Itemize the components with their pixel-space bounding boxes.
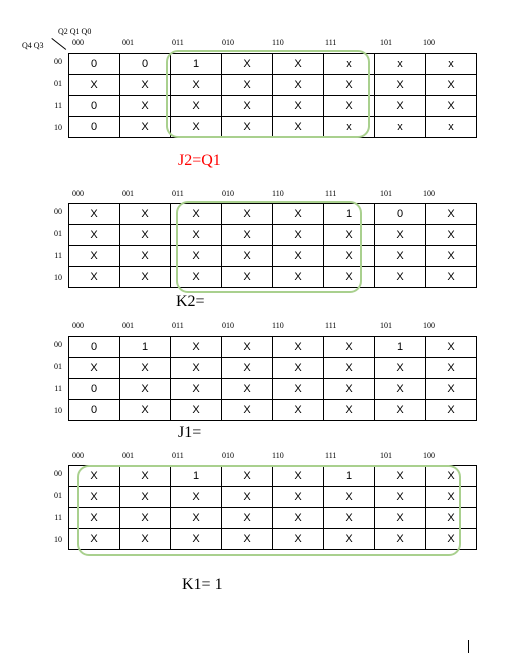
kmap-cell: X	[426, 466, 477, 487]
kmap-cell: 0	[375, 204, 426, 225]
kmap-row	[69, 508, 477, 529]
kmap-cell: X	[222, 508, 273, 529]
kmap-cell: X	[375, 487, 426, 508]
equation-caption: K1= 1	[182, 576, 223, 593]
kmap-cell: X	[222, 529, 273, 550]
kmap-cell: X	[222, 246, 273, 267]
kmap-cell: X	[69, 529, 120, 550]
kmap-grid	[68, 53, 477, 138]
column-header: 000	[72, 451, 84, 460]
column-header: 010	[222, 189, 234, 198]
kmap-cell: X	[426, 337, 477, 358]
kmap-cell: x	[426, 117, 477, 138]
kmap-cell: X	[375, 508, 426, 529]
kmap-grid	[68, 336, 477, 421]
kmap-cell: X	[273, 75, 324, 96]
kmap-cell: X	[273, 529, 324, 550]
column-header: 010	[222, 321, 234, 330]
kmap-cell: X	[69, 487, 120, 508]
kmap-cell: 0	[69, 337, 120, 358]
kmap-cell: X	[426, 529, 477, 550]
kmap-cell: X	[120, 379, 171, 400]
kmap-cell: X	[69, 204, 120, 225]
kmap-cell: X	[120, 487, 171, 508]
kmap-cell: 1	[171, 54, 222, 75]
kmap-cell: X	[69, 267, 120, 288]
kmap-cell: 0	[69, 117, 120, 138]
kmap-cell: X	[273, 54, 324, 75]
kmap-cell: X	[324, 379, 375, 400]
kmap-cell: X	[273, 400, 324, 421]
kmap-cell: X	[120, 267, 171, 288]
kmap-cell: X	[69, 75, 120, 96]
kmap-cell: X	[375, 96, 426, 117]
column-header: 001	[122, 451, 134, 460]
kmap-cell: X	[120, 400, 171, 421]
kmap-row	[69, 117, 477, 138]
column-header: 101	[380, 189, 392, 198]
column-header: 011	[172, 321, 184, 330]
kmap-cell: X	[171, 267, 222, 288]
kmap-cell: X	[120, 96, 171, 117]
kmap-cell: 1	[120, 337, 171, 358]
kmap-cell: 1	[324, 466, 375, 487]
page-edge-mark	[468, 640, 469, 653]
row-variables-label: Q4 Q3	[22, 41, 44, 50]
column-header: 110	[272, 451, 284, 460]
kmap-cell: X	[222, 225, 273, 246]
kmap-cell: X	[426, 400, 477, 421]
row-header: 10	[54, 535, 62, 544]
kmap-cell: 0	[120, 54, 171, 75]
kmap-cell: X	[375, 75, 426, 96]
kmap-cell: X	[273, 487, 324, 508]
column-header: 001	[122, 38, 134, 47]
kmap-grid	[68, 465, 477, 550]
row-header: 00	[54, 207, 62, 216]
kmap-cell: 0	[69, 379, 120, 400]
kmap-cell: X	[324, 487, 375, 508]
kmap-cell: X	[171, 204, 222, 225]
kmap-cell: X	[324, 529, 375, 550]
row-header: 11	[54, 251, 62, 260]
kmap-cell: X	[120, 204, 171, 225]
kmap-cell: x	[324, 54, 375, 75]
row-header: 11	[54, 384, 62, 393]
kmap-cell: X	[222, 400, 273, 421]
kmap-cell: X	[171, 225, 222, 246]
column-header: 000	[72, 189, 84, 198]
kmap-grid	[68, 203, 477, 288]
equation-caption: J2=Q1	[178, 152, 221, 169]
kmap-row	[69, 358, 477, 379]
kmap-cell: X	[171, 400, 222, 421]
equation-caption: J1=	[178, 424, 202, 441]
column-variables-label: Q2 Q1 Q0	[58, 27, 92, 36]
column-header: 011	[172, 451, 184, 460]
kmap-cell: X	[69, 246, 120, 267]
kmap-row	[69, 246, 477, 267]
column-header: 011	[172, 189, 184, 198]
column-header: 100	[423, 38, 435, 47]
kmap-cell: X	[273, 358, 324, 379]
kmap-cell: X	[324, 96, 375, 117]
kmap-cell: X	[171, 487, 222, 508]
kmap-row	[69, 487, 477, 508]
kmap-cell: X	[273, 96, 324, 117]
kmap-cell: X	[273, 225, 324, 246]
kmap-cell: X	[324, 267, 375, 288]
kmap-cell: X	[375, 225, 426, 246]
kmap-cell: X	[426, 379, 477, 400]
kmap-cell: X	[120, 117, 171, 138]
kmap-cell: X	[375, 466, 426, 487]
kmap-cell: X	[426, 75, 477, 96]
kmap-cell: X	[222, 54, 273, 75]
kmap-cell: x	[426, 54, 477, 75]
row-header: 00	[54, 340, 62, 349]
kmap-cell: X	[426, 358, 477, 379]
kmap-cell: X	[426, 508, 477, 529]
kmap-cell: x	[324, 117, 375, 138]
kmap-cell: X	[426, 246, 477, 267]
kmap-cell: X	[69, 508, 120, 529]
kmap-cell: X	[273, 117, 324, 138]
kmap-cell: X	[171, 96, 222, 117]
kmap-cell: X	[324, 246, 375, 267]
kmap-cell: x	[375, 117, 426, 138]
kmap-cell: X	[324, 358, 375, 379]
kmap-cell: X	[222, 267, 273, 288]
kmap-cell: X	[375, 529, 426, 550]
kmap-cell: X	[171, 246, 222, 267]
column-header: 001	[122, 321, 134, 330]
equation-caption: K2=	[176, 293, 205, 310]
kmap-cell: X	[171, 117, 222, 138]
kmap-cell: X	[273, 466, 324, 487]
kmap-cell: X	[222, 75, 273, 96]
column-header: 101	[380, 38, 392, 47]
column-header: 010	[222, 451, 234, 460]
row-header: 01	[54, 362, 62, 371]
row-header: 01	[54, 491, 62, 500]
kmap-cell: X	[375, 379, 426, 400]
kmap-cell: X	[426, 267, 477, 288]
kmap-cell: X	[120, 246, 171, 267]
kmap-cell: X	[222, 379, 273, 400]
kmap-cell: X	[324, 75, 375, 96]
column-header: 111	[325, 38, 337, 47]
kmap-cell: X	[324, 337, 375, 358]
row-header: 10	[54, 123, 62, 132]
kmap-cell: X	[222, 117, 273, 138]
kmap-cell: X	[222, 96, 273, 117]
kmap-cell: X	[120, 508, 171, 529]
kmap-cell: X	[222, 487, 273, 508]
row-header: 00	[54, 57, 62, 66]
kmap-cell: 0	[69, 96, 120, 117]
column-header: 101	[380, 451, 392, 460]
kmap-cell: X	[120, 225, 171, 246]
kmap-cell: X	[375, 400, 426, 421]
row-header: 01	[54, 79, 62, 88]
kmap-cell: X	[222, 204, 273, 225]
kmap-cell: 1	[375, 337, 426, 358]
kmap-cell: X	[120, 75, 171, 96]
column-header: 000	[72, 321, 84, 330]
kmap-cell: X	[375, 358, 426, 379]
kmap-row	[69, 75, 477, 96]
row-header: 10	[54, 406, 62, 415]
column-header: 011	[172, 38, 184, 47]
corner-divider-line	[51, 38, 66, 50]
kmap-row	[69, 96, 477, 117]
column-header: 110	[272, 189, 284, 198]
kmap-cell: 0	[69, 54, 120, 75]
column-header: 111	[325, 451, 337, 460]
column-header: 100	[423, 451, 435, 460]
kmap-cell: X	[69, 466, 120, 487]
kmap-cell: X	[273, 337, 324, 358]
kmap-row	[69, 337, 477, 358]
kmap-cell: X	[222, 358, 273, 379]
column-header: 010	[222, 38, 234, 47]
kmap-cell: 1	[171, 466, 222, 487]
row-header: 11	[54, 101, 62, 110]
row-header: 01	[54, 229, 62, 238]
kmap-cell: X	[222, 337, 273, 358]
kmap-cell: X	[171, 358, 222, 379]
kmap-cell: 1	[324, 204, 375, 225]
kmap-cell: X	[375, 267, 426, 288]
column-header: 001	[122, 189, 134, 198]
kmap-cell: X	[426, 225, 477, 246]
kmap-cell: X	[273, 379, 324, 400]
column-header: 111	[325, 189, 337, 198]
kmap-cell: X	[273, 204, 324, 225]
kmap-cell: X	[375, 246, 426, 267]
kmap-cell: X	[222, 466, 273, 487]
column-header: 111	[325, 321, 337, 330]
kmap-cell: X	[171, 75, 222, 96]
kmap-row	[69, 529, 477, 550]
kmap-cell: x	[375, 54, 426, 75]
kmap-row	[69, 466, 477, 487]
kmap-cell: X	[171, 379, 222, 400]
kmap-row	[69, 267, 477, 288]
kmap-cell: X	[426, 204, 477, 225]
kmap-cell: X	[69, 358, 120, 379]
kmap-row	[69, 225, 477, 246]
kmap-row	[69, 204, 477, 225]
kmap-cell: X	[171, 529, 222, 550]
kmap-cell: X	[324, 400, 375, 421]
column-header: 110	[272, 321, 284, 330]
row-header: 10	[54, 273, 62, 282]
column-header: 110	[272, 38, 284, 47]
kmap-cell: X	[426, 96, 477, 117]
kmap-cell: X	[120, 466, 171, 487]
kmap-cell: X	[120, 529, 171, 550]
kmap-row	[69, 400, 477, 421]
column-header: 101	[380, 321, 392, 330]
column-header: 100	[423, 321, 435, 330]
kmap-row	[69, 379, 477, 400]
kmap-cell: X	[69, 225, 120, 246]
kmap-cell: X	[171, 508, 222, 529]
kmap-cell: 0	[69, 400, 120, 421]
kmap-cell: X	[273, 508, 324, 529]
kmap-cell: X	[273, 267, 324, 288]
kmap-row	[69, 54, 477, 75]
row-header: 11	[54, 513, 62, 522]
kmap-cell: X	[273, 246, 324, 267]
kmap-cell: X	[120, 358, 171, 379]
kmap-cell: X	[171, 337, 222, 358]
column-header: 000	[72, 38, 84, 47]
column-header: 100	[423, 189, 435, 198]
kmap-cell: X	[324, 508, 375, 529]
kmap-cell: X	[324, 225, 375, 246]
row-header: 00	[54, 469, 62, 478]
kmap-cell: X	[426, 487, 477, 508]
